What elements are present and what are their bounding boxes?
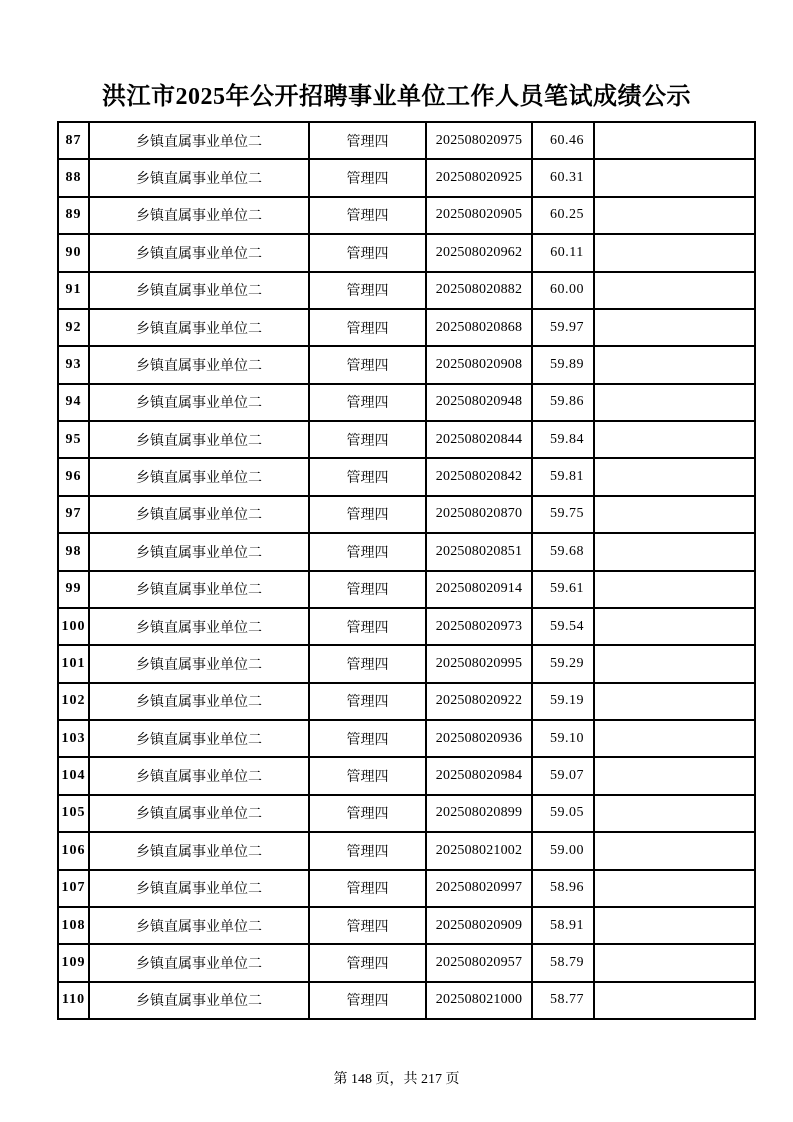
note-cell <box>594 982 755 1019</box>
score-cell: 59.54 <box>532 608 594 645</box>
ticket-number-cell: 202508020851 <box>426 533 532 570</box>
score-cell: 59.19 <box>532 683 594 720</box>
table-row <box>58 122 755 159</box>
ticket-number-cell: 202508021002 <box>426 832 532 869</box>
unit-name-cell: 乡镇直属事业单位二 <box>89 757 309 794</box>
unit-name-cell: 乡镇直属事业单位二 <box>89 982 309 1019</box>
position-cell: 管理四 <box>309 870 426 907</box>
position-cell: 管理四 <box>309 608 426 645</box>
unit-name-cell: 乡镇直属事业单位二 <box>89 608 309 645</box>
row-number-cell: 88 <box>58 159 89 196</box>
table-row <box>58 458 755 495</box>
unit-name-cell: 乡镇直属事业单位二 <box>89 272 309 309</box>
row-number-cell: 89 <box>58 197 89 234</box>
table-row <box>58 683 755 720</box>
score-cell: 59.68 <box>532 533 594 570</box>
unit-name-cell: 乡镇直属事业单位二 <box>89 384 309 421</box>
row-number-cell: 106 <box>58 832 89 869</box>
unit-name-cell: 乡镇直属事业单位二 <box>89 533 309 570</box>
row-number-cell: 90 <box>58 234 89 271</box>
unit-name-cell: 乡镇直属事业单位二 <box>89 122 309 159</box>
position-cell: 管理四 <box>309 272 426 309</box>
score-table <box>57 121 756 1020</box>
position-cell: 管理四 <box>309 197 426 234</box>
ticket-number-cell: 202508021000 <box>426 982 532 1019</box>
ticket-number-cell: 202508020995 <box>426 645 532 682</box>
score-cell: 60.11 <box>532 234 594 271</box>
score-table-body <box>58 122 755 1019</box>
table-row <box>58 832 755 869</box>
table-row <box>58 197 755 234</box>
score-cell: 59.07 <box>532 757 594 794</box>
unit-name-cell: 乡镇直属事业单位二 <box>89 870 309 907</box>
ticket-number-cell: 202508020975 <box>426 122 532 159</box>
position-cell: 管理四 <box>309 982 426 1019</box>
note-cell <box>594 907 755 944</box>
note-cell <box>594 346 755 383</box>
ticket-number-cell: 202508020908 <box>426 346 532 383</box>
score-cell: 59.00 <box>532 832 594 869</box>
score-cell: 58.96 <box>532 870 594 907</box>
note-cell <box>594 720 755 757</box>
unit-name-cell: 乡镇直属事业单位二 <box>89 683 309 720</box>
page-number-footer: 第 148 页，共 217 页 <box>333 1072 460 1087</box>
unit-name-cell: 乡镇直属事业单位二 <box>89 309 309 346</box>
position-cell: 管理四 <box>309 384 426 421</box>
note-cell <box>594 757 755 794</box>
table-row <box>58 309 755 346</box>
score-cell: 60.00 <box>532 272 594 309</box>
score-cell: 59.61 <box>532 571 594 608</box>
table-row <box>58 720 755 757</box>
ticket-number-cell: 202508020936 <box>426 720 532 757</box>
table-row <box>58 757 755 794</box>
row-number-cell: 98 <box>58 533 89 570</box>
ticket-number-cell: 202508020882 <box>426 272 532 309</box>
score-cell: 59.75 <box>532 496 594 533</box>
row-number-cell: 99 <box>58 571 89 608</box>
unit-name-cell: 乡镇直属事业单位二 <box>89 496 309 533</box>
note-cell <box>594 571 755 608</box>
table-row <box>58 159 755 196</box>
table-row <box>58 870 755 907</box>
position-cell: 管理四 <box>309 533 426 570</box>
ticket-number-cell: 202508020957 <box>426 944 532 981</box>
table-row <box>58 384 755 421</box>
ticket-number-cell: 202508020844 <box>426 421 532 458</box>
note-cell <box>594 608 755 645</box>
unit-name-cell: 乡镇直属事业单位二 <box>89 571 309 608</box>
table-row <box>58 234 755 271</box>
row-number-cell: 93 <box>58 346 89 383</box>
position-cell: 管理四 <box>309 832 426 869</box>
unit-name-cell: 乡镇直属事业单位二 <box>89 944 309 981</box>
unit-name-cell: 乡镇直属事业单位二 <box>89 197 309 234</box>
ticket-number-cell: 202508020870 <box>426 496 532 533</box>
unit-name-cell: 乡镇直属事业单位二 <box>89 346 309 383</box>
unit-name-cell: 乡镇直属事业单位二 <box>89 720 309 757</box>
position-cell: 管理四 <box>309 907 426 944</box>
position-cell: 管理四 <box>309 571 426 608</box>
row-number-cell: 87 <box>58 122 89 159</box>
note-cell <box>594 683 755 720</box>
score-cell: 60.46 <box>532 122 594 159</box>
position-cell: 管理四 <box>309 795 426 832</box>
note-cell <box>594 197 755 234</box>
row-number-cell: 103 <box>58 720 89 757</box>
ticket-number-cell: 202508020922 <box>426 683 532 720</box>
table-row <box>58 795 755 832</box>
note-cell <box>594 832 755 869</box>
ticket-number-cell: 202508020899 <box>426 795 532 832</box>
note-cell <box>594 795 755 832</box>
unit-name-cell: 乡镇直属事业单位二 <box>89 907 309 944</box>
table-row <box>58 645 755 682</box>
position-cell: 管理四 <box>309 757 426 794</box>
row-number-cell: 109 <box>58 944 89 981</box>
score-cell: 59.97 <box>532 309 594 346</box>
score-cell: 59.84 <box>532 421 594 458</box>
table-row <box>58 272 755 309</box>
note-cell <box>594 645 755 682</box>
position-cell: 管理四 <box>309 496 426 533</box>
ticket-number-cell: 202508020973 <box>426 608 532 645</box>
position-cell: 管理四 <box>309 159 426 196</box>
unit-name-cell: 乡镇直属事业单位二 <box>89 795 309 832</box>
position-cell: 管理四 <box>309 683 426 720</box>
position-cell: 管理四 <box>309 458 426 495</box>
table-row <box>58 608 755 645</box>
row-number-cell: 107 <box>58 870 89 907</box>
table-row <box>58 346 755 383</box>
ticket-number-cell: 202508020868 <box>426 309 532 346</box>
table-row <box>58 571 755 608</box>
note-cell <box>594 458 755 495</box>
row-number-cell: 108 <box>58 907 89 944</box>
table-row <box>58 533 755 570</box>
ticket-number-cell: 202508020909 <box>426 907 532 944</box>
position-cell: 管理四 <box>309 944 426 981</box>
row-number-cell: 91 <box>58 272 89 309</box>
position-cell: 管理四 <box>309 720 426 757</box>
table-row <box>58 982 755 1019</box>
score-cell: 58.91 <box>532 907 594 944</box>
note-cell <box>594 496 755 533</box>
row-number-cell: 97 <box>58 496 89 533</box>
row-number-cell: 110 <box>58 982 89 1019</box>
ticket-number-cell: 202508020997 <box>426 870 532 907</box>
score-cell: 59.10 <box>532 720 594 757</box>
position-cell: 管理四 <box>309 122 426 159</box>
ticket-number-cell: 202508020914 <box>426 571 532 608</box>
ticket-number-cell: 202508020842 <box>426 458 532 495</box>
unit-name-cell: 乡镇直属事业单位二 <box>89 159 309 196</box>
ticket-number-cell: 202508020962 <box>426 234 532 271</box>
page-title: 洪江市2025年公开招聘事业单位工作人员笔试成绩公示 <box>102 84 691 110</box>
table-row <box>58 944 755 981</box>
score-cell: 60.25 <box>532 197 594 234</box>
position-cell: 管理四 <box>309 234 426 271</box>
ticket-number-cell: 202508020984 <box>426 757 532 794</box>
note-cell <box>594 870 755 907</box>
score-cell: 60.31 <box>532 159 594 196</box>
unit-name-cell: 乡镇直属事业单位二 <box>89 458 309 495</box>
position-cell: 管理四 <box>309 645 426 682</box>
table-row <box>58 421 755 458</box>
table-row <box>58 907 755 944</box>
position-cell: 管理四 <box>309 346 426 383</box>
ticket-number-cell: 202508020925 <box>426 159 532 196</box>
row-number-cell: 100 <box>58 608 89 645</box>
note-cell <box>594 122 755 159</box>
note-cell <box>594 234 755 271</box>
table-row <box>58 496 755 533</box>
row-number-cell: 96 <box>58 458 89 495</box>
unit-name-cell: 乡镇直属事业单位二 <box>89 421 309 458</box>
note-cell <box>594 309 755 346</box>
row-number-cell: 92 <box>58 309 89 346</box>
note-cell <box>594 384 755 421</box>
unit-name-cell: 乡镇直属事业单位二 <box>89 832 309 869</box>
score-cell: 59.86 <box>532 384 594 421</box>
row-number-cell: 101 <box>58 645 89 682</box>
unit-name-cell: 乡镇直属事业单位二 <box>89 234 309 271</box>
score-cell: 59.29 <box>532 645 594 682</box>
position-cell: 管理四 <box>309 421 426 458</box>
score-cell: 59.81 <box>532 458 594 495</box>
row-number-cell: 104 <box>58 757 89 794</box>
score-cell: 58.77 <box>532 982 594 1019</box>
score-cell: 58.79 <box>532 944 594 981</box>
score-cell: 59.05 <box>532 795 594 832</box>
unit-name-cell: 乡镇直属事业单位二 <box>89 645 309 682</box>
ticket-number-cell: 202508020948 <box>426 384 532 421</box>
position-cell: 管理四 <box>309 309 426 346</box>
row-number-cell: 95 <box>58 421 89 458</box>
note-cell <box>594 944 755 981</box>
row-number-cell: 102 <box>58 683 89 720</box>
note-cell <box>594 272 755 309</box>
note-cell <box>594 533 755 570</box>
note-cell <box>594 421 755 458</box>
ticket-number-cell: 202508020905 <box>426 197 532 234</box>
note-cell <box>594 159 755 196</box>
row-number-cell: 105 <box>58 795 89 832</box>
row-number-cell: 94 <box>58 384 89 421</box>
score-cell: 59.89 <box>532 346 594 383</box>
